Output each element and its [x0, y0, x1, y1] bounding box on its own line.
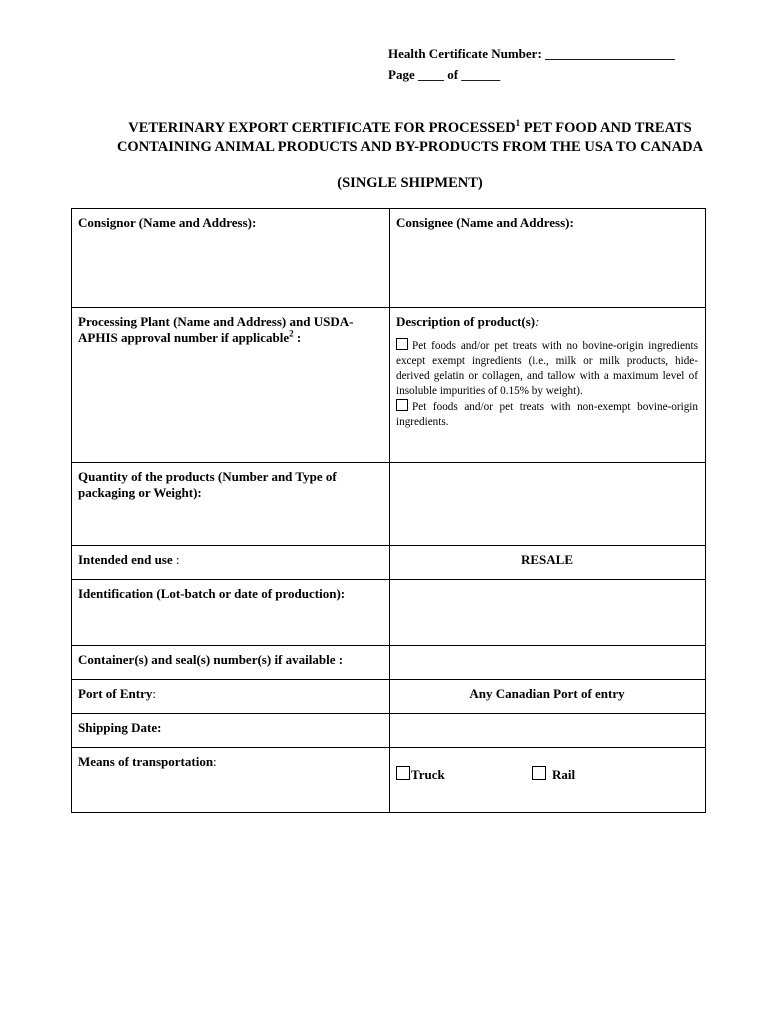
shipping-date-field[interactable]: [390, 714, 706, 748]
plant-colon: :: [293, 330, 302, 345]
transport-label-cell: [72, 748, 390, 813]
transport-rail[interactable]: [532, 766, 575, 783]
transport-label: Means of transportation: [78, 754, 214, 769]
port-label-cell: [72, 680, 390, 714]
checkbox-bovine[interactable]: [396, 399, 408, 411]
consignor-label: Consignor (Name and Address):: [78, 215, 257, 230]
checkbox-truck[interactable]: [396, 766, 410, 780]
end-use-label: Intended end use: [78, 552, 173, 567]
transport-colon: :: [213, 754, 217, 769]
description-colon: :: [535, 314, 540, 329]
consignee-label: Consignee (Name and Address):: [396, 215, 574, 230]
checkbox-no-bovine[interactable]: [396, 338, 408, 350]
quantity-label: Quantity of the products (Number and Type of packaging or Weight):: [78, 469, 337, 500]
consignee-field[interactable]: [390, 209, 706, 308]
identification-label: Identification (Lot-batch or date of production):: [78, 586, 346, 601]
quantity-field[interactable]: [390, 463, 706, 546]
port-label: Port of Entry: [78, 686, 153, 701]
end-use-value: RESALE: [390, 546, 706, 580]
container-label: Container(s) and seal(s) number(s) if available :: [78, 652, 344, 667]
checkbox-rail[interactable]: [532, 766, 546, 780]
option-no-bovine-text: Pet foods and/or pet treats with no bovine-origin ingredients except exempt ingredients (i.e., milk or milk products, hide-derived gelatin or collagen, and tallow with a maximum level of insoluble impurities of 0.15% by weight).: [396, 340, 698, 397]
container-label-cell: [72, 646, 390, 680]
description-field: [390, 308, 706, 463]
end-use-colon: :: [172, 552, 180, 567]
identification-field[interactable]: [390, 580, 706, 646]
port-value: Any Canadian Port of entry: [390, 680, 706, 714]
certificate-subtitle: (SINGLE SHIPMENT): [337, 175, 483, 191]
processing-plant-label: Processing Plant (Name and Address) and USDA-APHIS approval number if applicable: [78, 314, 354, 345]
consignor-field[interactable]: [72, 209, 390, 308]
title-footnote-1: 1: [515, 118, 521, 129]
shipping-date-label: Shipping Date:: [78, 720, 162, 735]
truck-label: Truck: [411, 767, 445, 782]
processing-plant-field[interactable]: [72, 308, 390, 463]
option-bovine-text: Pet foods and/or pet treats with non-exempt bovine-origin ingredients.: [396, 401, 698, 428]
description-label: Description of product(s): [396, 314, 536, 329]
plant-footnote-2: 2: [289, 328, 294, 339]
option-bovine: [396, 399, 698, 430]
quantity-label-cell: [72, 463, 390, 546]
transport-truck[interactable]: [396, 766, 445, 783]
end-use-label-cell: [72, 546, 390, 580]
rail-label: Rail: [552, 767, 576, 782]
shipping-date-label-cell: [72, 714, 390, 748]
description-options: [396, 338, 698, 430]
option-no-bovine: [396, 338, 698, 399]
certificate-title-line2: CONTAINING ANIMAL PRODUCTS AND BY-PRODUCTS FROM THE USA TO CANADA: [116, 139, 704, 155]
certificate-form: [71, 208, 706, 813]
title-part1: VETERINARY EXPORT CERTIFICATE FOR PROCESSED: [128, 120, 516, 136]
title-part2: PET FOOD AND TREATS: [520, 120, 692, 136]
page-number: Page ____ of ______: [388, 67, 501, 82]
health-certificate-number: Health Certificate Number: ____________________: [388, 46, 676, 61]
transport-options: [390, 748, 706, 813]
container-field[interactable]: [390, 646, 706, 680]
certificate-title-line1: [60, 120, 760, 137]
identification-label-cell: [72, 580, 390, 646]
port-colon: :: [152, 686, 156, 701]
